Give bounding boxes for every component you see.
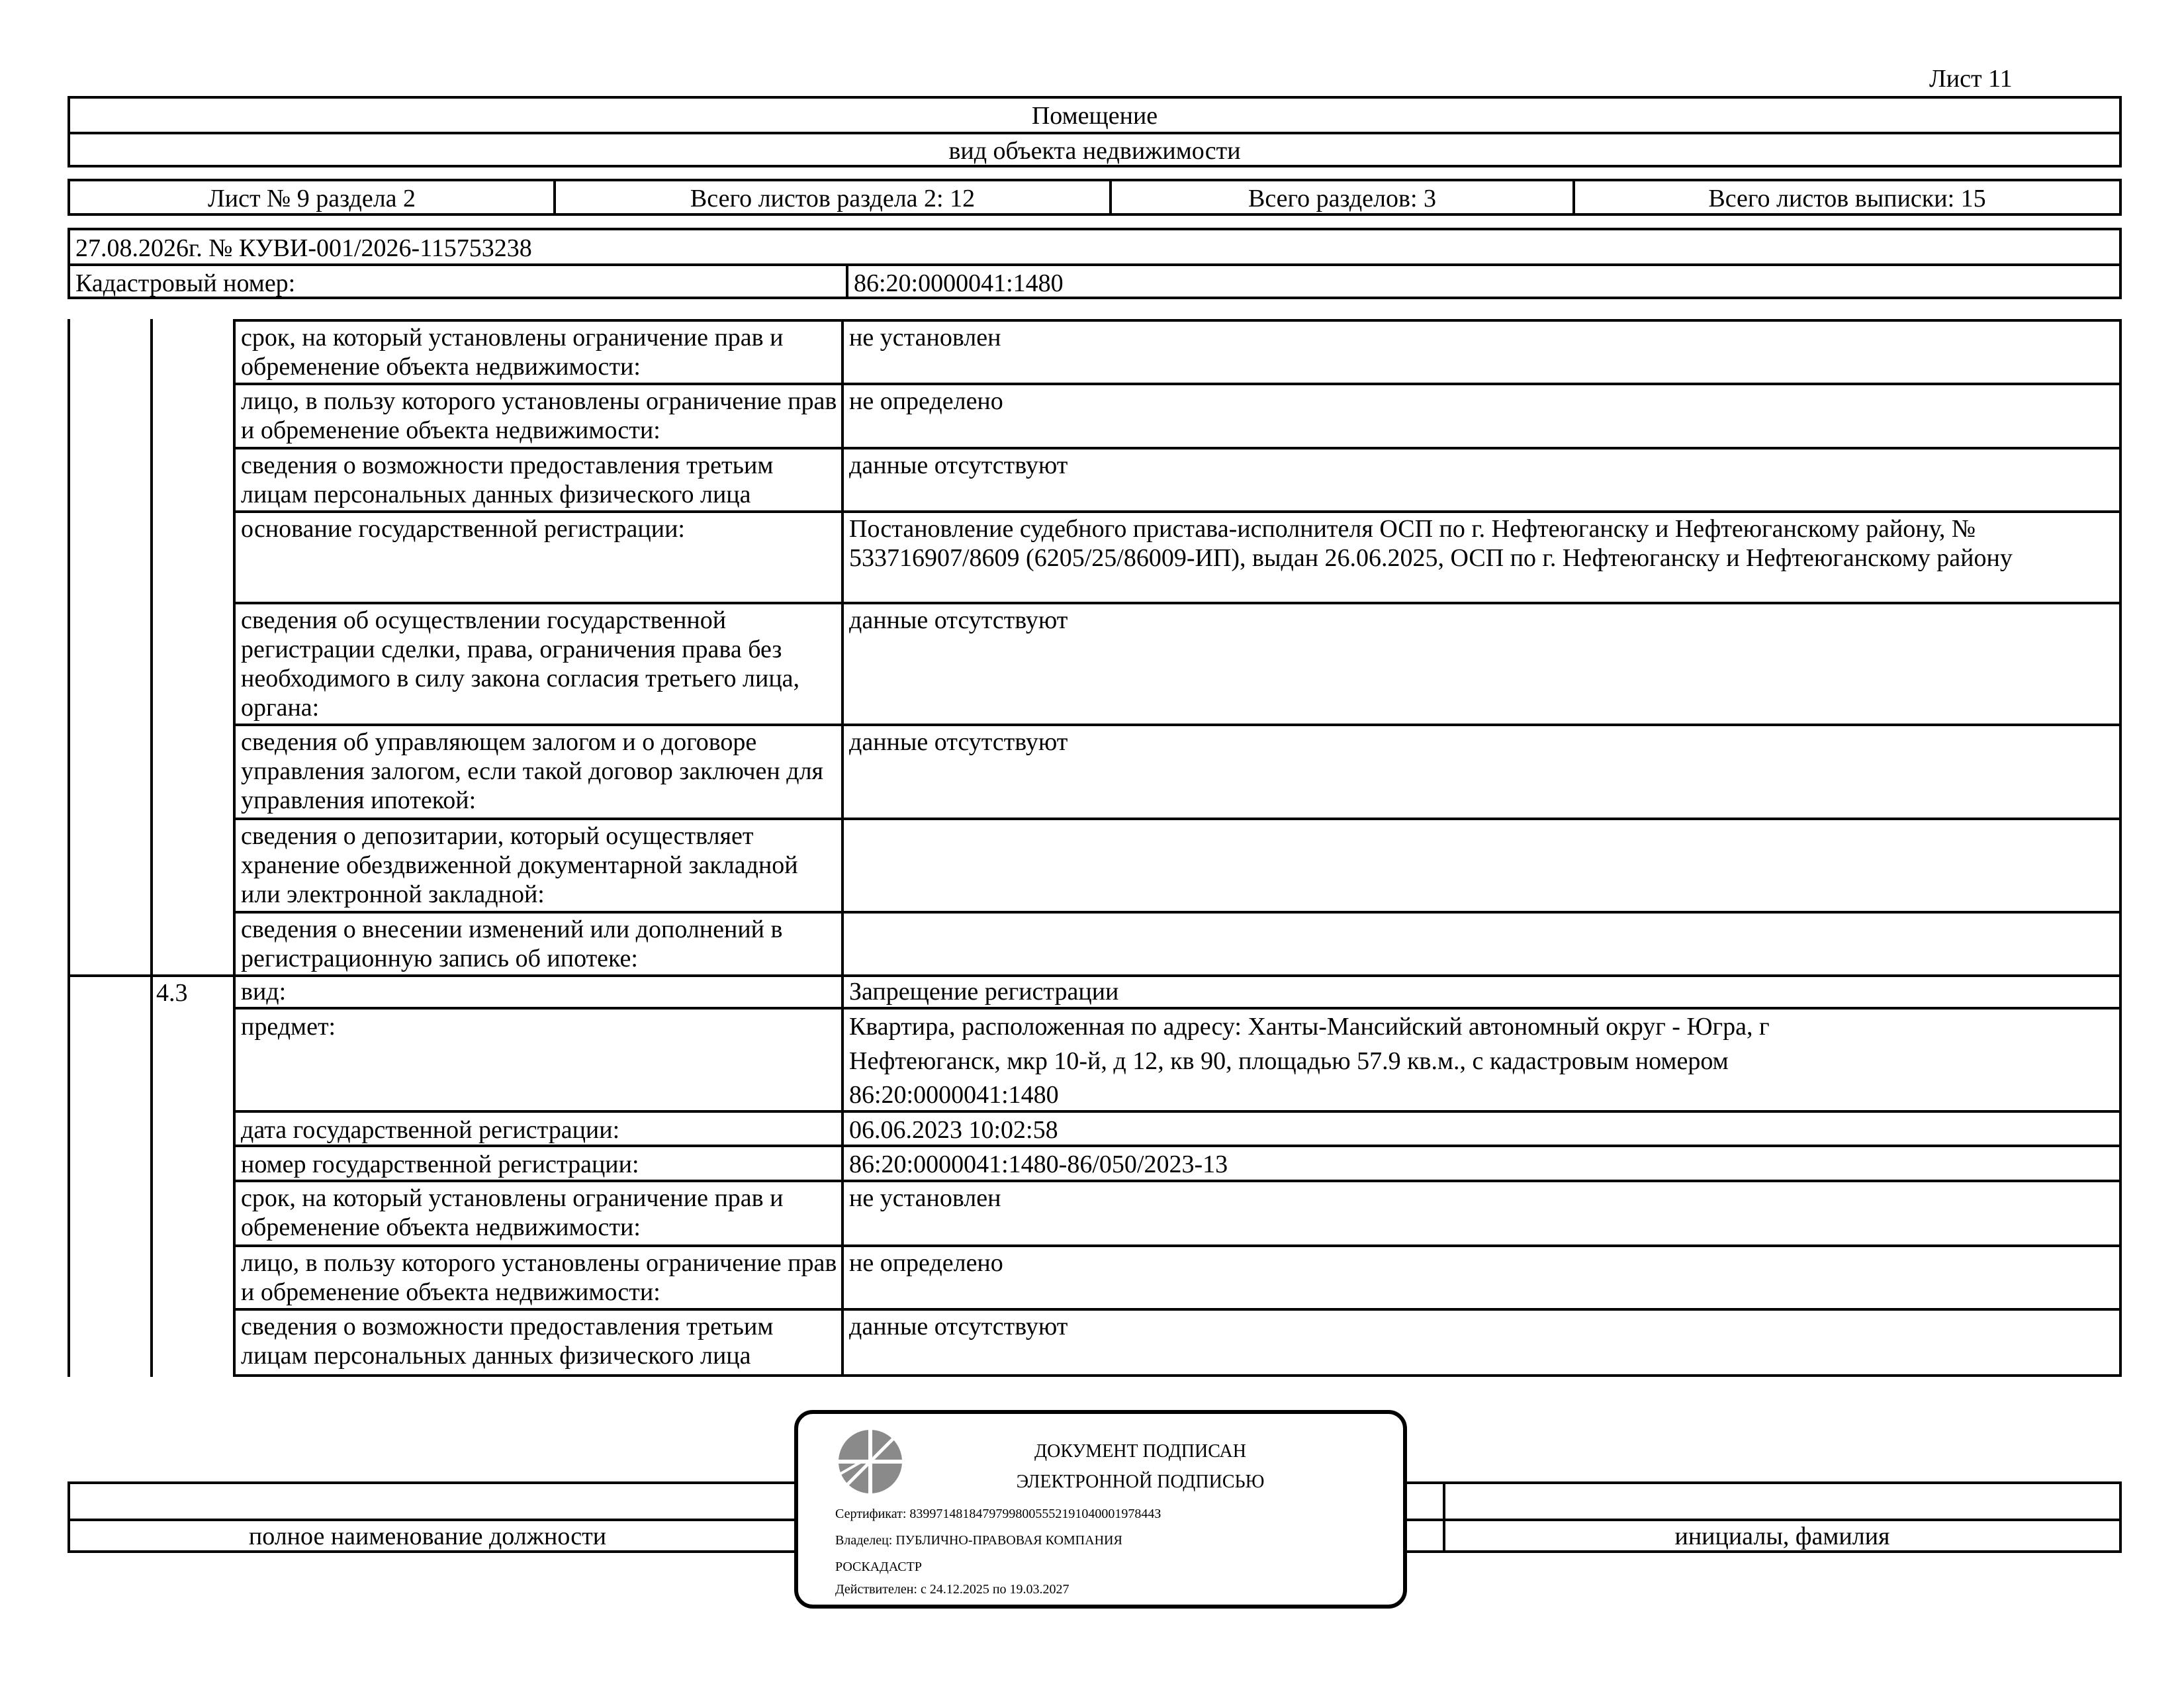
table-row <box>236 914 2119 977</box>
row-value: не определено <box>849 1249 1003 1277</box>
stamp-title-2: ЭЛЕКТРОННОЙ ПОДПИСЬЮ <box>1016 1472 1265 1492</box>
row-label: лицо, в пользу которого установлены ограничение прав и обременение объекта недвижимости: <box>241 1249 837 1306</box>
sheet-no: Лист № 9 раздела 2 <box>207 185 416 212</box>
table-row <box>236 1311 2119 1374</box>
row-label: сведения о депозитарии, который осуществляет хранение обездвиженной документарной закладной или электронной закладной: <box>241 822 798 908</box>
row-value: не определено <box>849 387 1003 415</box>
row-value-line: Квартира, расположенная по адресу: Ханты-Мансийский автономный округ - Югра, г <box>849 1013 1770 1041</box>
table-row <box>236 449 2119 513</box>
row-label: сведения об осуществлении государственной регистрации сделки, права, ограничения права без необходимого в силу закона согласия третьего лица, органа: <box>241 606 800 722</box>
row-value-line: 86:20:0000041:1480 <box>849 1081 1059 1109</box>
object-type-caption: вид объекта недвижимости <box>948 137 1241 165</box>
table-row <box>236 974 2119 1009</box>
row-value-line: Нефтеюганск, мкр 10-й, д 12, кв 90, площадью 57.9 кв.м., с кадастровым номером <box>849 1047 1729 1075</box>
table-row <box>236 322 2119 385</box>
position-caption: полное наименование должности <box>248 1523 607 1550</box>
doc-ref-box <box>68 228 2122 299</box>
stamp-certificate: Сертификат: 8399714818479799800555219104000197844З <box>835 1507 1161 1521</box>
row-label: сведения об управляющем залогом и о договоре управления залогом, если такой договор заключен для управления ипотекой: <box>241 728 824 814</box>
row-label: предмет: <box>241 1013 336 1041</box>
divider <box>846 266 848 297</box>
stamp-owner-2: РОСКАДАСТР <box>835 1560 922 1574</box>
row-label: срок, на который установлены ограничение прав и обременение объекта недвижимости: <box>241 324 784 381</box>
table-row <box>236 820 2119 914</box>
row-value: данные отсутствуют <box>849 606 1068 634</box>
table-entry-43 <box>233 974 2122 1377</box>
table-row <box>236 1147 2119 1182</box>
row-value: не установлен <box>849 324 1001 352</box>
row-label: сведения о возможности предоставления третьим лицам персональных данных физического лица <box>241 451 774 508</box>
row-value: данные отсутствуют <box>849 1313 1068 1340</box>
stamp-title-1: ДОКУМЕНТ ПОДПИСАН <box>1034 1441 1246 1462</box>
object-type: Помещение <box>1031 102 1158 130</box>
row-value: данные отсутствуют <box>849 728 1068 756</box>
table-row <box>236 726 2119 820</box>
row-label: вид: <box>241 978 287 1006</box>
row-value: 86:20:0000041:1480-86/050/2023-13 <box>849 1150 1228 1178</box>
row-label: лицо, в пользу которого установлены ограничение прав и обременение объекта недвижимости: <box>241 387 837 444</box>
row-label: срок, на который установлены ограничение прав и обременение объекта недвижимости: <box>241 1184 784 1241</box>
stamp-validity: Действителен: с 24.12.2025 по 19.03.2027 <box>835 1582 1069 1597</box>
table-row <box>236 1113 2119 1147</box>
row-label: дата государственной регистрации: <box>241 1116 620 1144</box>
entry-number: 4.3 <box>156 979 188 1007</box>
row-label: основание государственной регистрации: <box>241 515 685 543</box>
sheet-info-row <box>68 179 2122 216</box>
table-row <box>236 385 2119 449</box>
total-sheets-extract: Всего листов выписки: 15 <box>1708 185 1986 212</box>
row-value: Запрещение регистрации <box>849 978 1119 1006</box>
table-row <box>236 1009 2119 1113</box>
divider <box>70 263 2119 266</box>
row-value: данные отсутствуют <box>849 451 1068 479</box>
cadastral-label: Кадастровый номер: <box>75 269 296 297</box>
row-label: номер государственной регистрации: <box>241 1150 639 1178</box>
row-value: 06.06.2023 10:02:58 <box>849 1116 1058 1144</box>
total-sections: Всего разделов: 3 <box>1248 185 1437 212</box>
object-type-box <box>68 96 2122 167</box>
sheet-number: Лист 11 <box>1929 65 2013 93</box>
stamp-owner: Владелец: ПУБЛИЧНО-ПРАВОВАЯ КОМПАНИЯ <box>835 1533 1122 1548</box>
signature-stamp <box>794 1410 1407 1609</box>
table-part1 <box>233 319 2122 977</box>
row-value: не установлен <box>849 1184 1001 1212</box>
table-row <box>236 1182 2119 1247</box>
table-row <box>236 1247 2119 1311</box>
doc-ref: 27.08.2026г. № КУВИ-001/2026-115753238 <box>75 234 532 262</box>
total-sheets-section: Всего листов раздела 2: 12 <box>690 185 976 212</box>
table-number-column-border <box>150 319 153 1377</box>
table-left-border <box>68 319 70 1377</box>
divider <box>70 132 2119 134</box>
row-label: сведения о возможности предоставления третьим лицам персональных данных физического лица <box>241 1313 774 1370</box>
row-value: Постановление судебного пристава-исполнителя ОСП по г. Нефтеюганску и Нефтеюганскому району, № 533716907/8609 (6205/25/86009-ИП), выдан 26.06.2025, ОСП по г. Нефтеюганску и Нефтеюганскому району <box>849 515 2013 572</box>
cadastral-number: 86:20:0000041:1480 <box>854 269 1064 297</box>
name-caption: инициалы, фамилия <box>1674 1523 1890 1550</box>
table-row <box>236 604 2119 726</box>
row-label: сведения о внесении изменений или дополнений в регистрационную запись об ипотеке: <box>241 915 783 972</box>
table-row <box>236 513 2119 604</box>
